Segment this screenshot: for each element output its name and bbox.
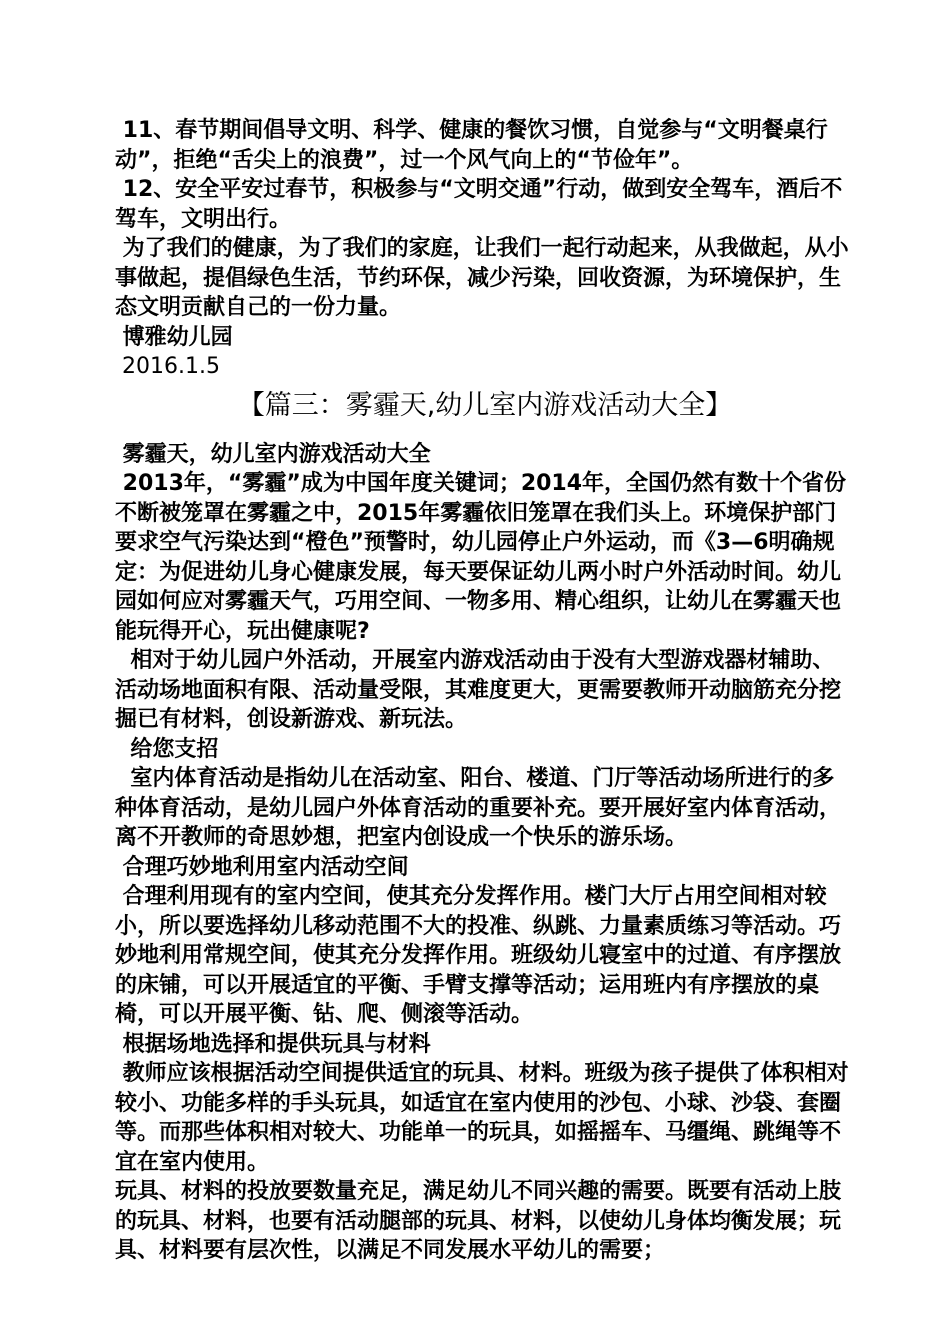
subheading-tips: 给您支招	[115, 736, 219, 762]
paragraph-item-11: 11、春节期间倡导文明、科学、健康的餐饮习惯，自觉参与“文明餐桌行动”，拒绝“舌尖上的浪费”，过一个风气向上的“节俭年”。	[115, 118, 828, 173]
article-title: 雾霾天，幼儿室内游戏活动大全	[115, 441, 431, 467]
signature-org: 博雅幼儿园	[115, 324, 233, 350]
closing-paragraph: 为了我们的健康，为了我们的家庭，让我们一起行动起来，从我做起，从小事做起，提倡绿色生活，节约环保，减少污染，回收资源，为环境保护，生态文明贡献自己的一份力量。	[115, 236, 849, 320]
paragraph-item-12: 12、安全平安过春节，积极参与“文明交通”行动，做到安全驾车，酒后不驾车，文明出行。	[115, 177, 843, 232]
article-paragraph-materials: 教师应该根据活动空间提供适宜的玩具、材料。班级为孩子提供了体积相对较小、功能多样的手头玩具，如适宜在室内使用的沙包、小球、沙袋、套圈等。而那些体积相对较大、功能单一的玩具，如摇摇车、马缰绳、跳绳等不宜在室内使用。	[115, 1061, 849, 1175]
article-paragraph-indoor-sports: 室内体育活动是指幼儿在活动室、阳台、楼道、门厅等活动场所进行的多种体育活动，是幼儿园户外体育活动的重要补充。要开展好室内体育活动，离不开教师的奇思妙想，把室内创设成一个快乐的游乐场。	[115, 766, 842, 850]
article-paragraph-difficulty: 相对于幼儿园户外活动，开展室内游戏活动由于没有大型游戏器材辅助、活动场地面积有限、活动量受限，其难度更大，更需要教师开动脑筋充分挖掘已有材料，创设新游戏、新玩法。	[115, 648, 842, 732]
subheading-materials: 根据场地选择和提供玩具与材料	[115, 1031, 431, 1057]
document-body	[115, 116, 855, 1266]
subheading-space: 合理巧妙地利用室内活动空间	[115, 854, 409, 880]
section-heading: 【篇三：雾霾天,幼儿室内游戏活动大全】	[237, 389, 733, 421]
article-paragraph-space: 合理利用现有的室内空间，使其充分发挥作用。楼门大厅占用空间相对较小，所以要选择幼儿移动范围不大的投准、纵跳、力量素质练习等活动。巧妙地利用常规空间，使其充分发挥作用。班级幼儿寝室中的过道、有序摆放的床铺，可以开展适宜的平衡、手臂支撑等活动；运用班内有序摆放的桌椅，可以开展平衡、钻、爬、侧滚等活动。	[115, 884, 842, 1027]
article-paragraph-quantity: 玩具、材料的投放要数量充足，满足幼儿不同兴趣的需要。既要有活动上肢的玩具、材料，也要有活动腿部的玩具、材料，以使幼儿身体均衡发展；玩具、材料要有层次性，以满足不同发展水平幼儿的需要；	[115, 1179, 842, 1263]
signature-date: 2016.1.5	[115, 354, 220, 379]
article-intro: 2013年，“雾霾”成为中国年度关键词；2014年，全国仍然有数十个省份不断被笼罩在雾霾之中，2015年雾霾依旧笼罩在我们头上。环境保护部门要求空气污染达到“橙色”预警时，幼儿园停止户外运动，而《3—6明确规定：为促进幼儿身心健康发展，每天要保证幼儿两小时户外活动时间。幼儿园如何应对雾霾天气，巧用空间、一物多用、精心组织，让幼儿在雾霾天也能玩得开心，玩出健康呢?	[115, 471, 847, 644]
